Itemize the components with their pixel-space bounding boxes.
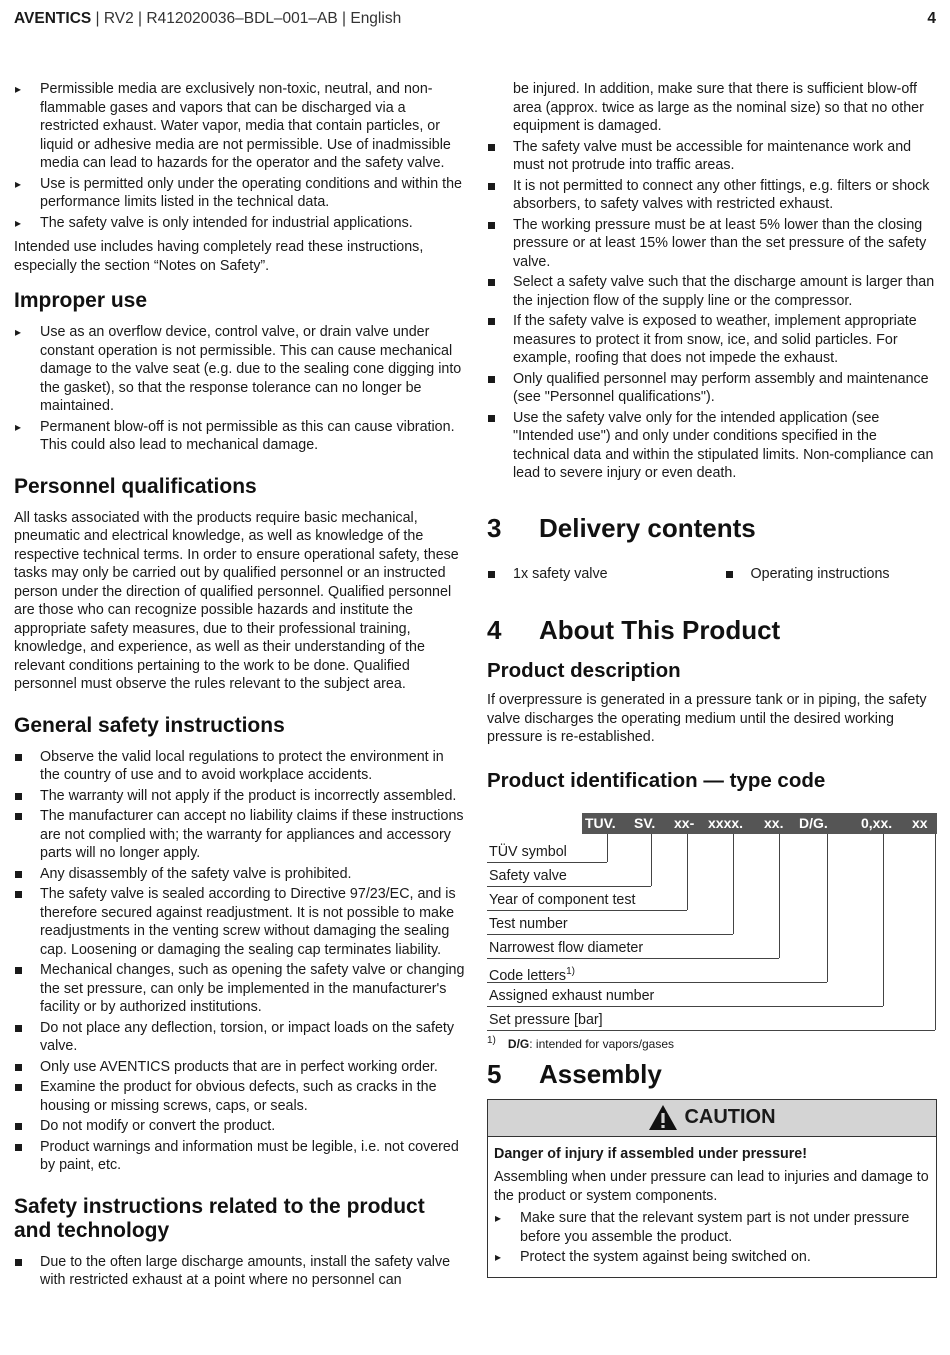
general-safety-list [14,748,466,1175]
section-title: About This Product [539,615,781,645]
list-item: ▸ Permissible media are exclusively non-toxic, neutral, and non-flammable gases and vapors that can be discharged via a restricted exhaust. Water vapor, media that contain particles, or liquid or adhesive media are not permissible. Use of inadmissible media can lead to hazards for the operator and the safety valve. [14,80,466,173]
connector-line [487,1006,883,1007]
list-item: 1x safety valve [487,565,700,584]
left-column [14,80,466,1292]
footnote-code: D/G [507,1036,530,1051]
connector-line [487,910,687,911]
list-item: The working pressure must be at least 5% lower than the closing pressure or at least 15% lower than the set pressure of the safety valve. [487,216,937,272]
list-item: The manufacturer can accept no liability claims if these instructions are not complied with; the warranty for appliances and accessory parts will no longer apply. [14,807,466,863]
connector-line [883,834,884,1006]
related-safety-heading: Safety instructions related to the product and technology [14,1194,425,1242]
type-code-label-text: Code letters [489,967,567,984]
list-item: The safety valve must be accessible for maintenance work and must not protrude into traffic areas. [487,138,937,175]
list-item: The warranty will not apply if the product is incorrectly assembled. [14,787,466,806]
personnel-text: All tasks associated with the products require basic mechanical, pneumatic and electrical knowledge, as well as knowledge of the respective technical terms. In order to ensure operational safety, these tasks may only be carried out by qualified personnel or an instructed person under the direction of qualified personnel. Qualified personnel are those who can recognize possible hazards and institute the appropriate safety measures, due to their professional training, knowledge, and experience, as well as their understanding of the relevant conditions pertaining to the work to be done. Qualified personnel must observe the rules relevant to the subject area. [14,509,459,692]
brand-name: AVENTICS [14,10,92,27]
list-item: ▸ Protect the system against being switched on. [494,1248,930,1267]
list-item: If the safety valve is exposed to weather, implement appropriate measures to protect it from snow, ice, and solid particles. For example, roofing that does not impede the exhaust. [487,312,937,368]
personnel-heading: Personnel qualifications [14,474,257,498]
type-code-label: Set pressure [bar] [489,1011,603,1028]
caution-signal-word: CAUTION [684,1106,776,1128]
footnote-mark: 1) [487,1034,496,1046]
related-safety-list [14,1253,466,1290]
section-4-heading [487,615,937,645]
connector-line [487,886,651,887]
list-item: ▸ The safety valve is only intended for industrial applications. [14,214,466,233]
connector-line [487,982,827,983]
connector-line [651,834,652,886]
connector-line [827,834,828,982]
caution-heading: Danger of injury if assembled under pressure! [494,1145,808,1162]
type-code-label: Assigned exhaust number [489,987,655,1004]
document-meta: | RV2 | R412020036–BDL–001–AB | English [91,10,402,27]
warning-icon [648,1104,678,1131]
type-code-diagram [487,813,937,1049]
intended-use-note: Intended use includes having completely read these instructions, especially the section “Notes on Safety”. [14,239,424,274]
list-item: Do not modify or convert the product. [14,1117,466,1136]
section-title: Assembly [539,1058,662,1089]
caution-list [494,1209,930,1267]
list-item: Do not place any deflection, torsion, or impact loads on the safety valve. [14,1019,466,1056]
right-column [487,80,937,1278]
general-safety-heading: General safety instructions [14,713,285,737]
connector-line [487,934,733,935]
type-code-segment: TUV. [585,814,616,831]
connector-line [487,862,607,863]
intended-use-list [14,80,466,232]
list-item: Use the safety valve only for the intended application (see "Intended use") and only under conditions specified in the technical data and within the stipulated limits. Non-compliance can lead to severe injury or even death. [487,409,937,483]
delivery-contents-list [487,565,937,586]
list-item: Select a safety valve such that the discharge amount is larger than the injection flow of the supply line or the compressor. [487,273,937,310]
caution-text: Assembling when under pressure can lead to injuries and damage to the product or system components. [494,1169,929,1204]
product-description-heading: Product description [487,659,681,682]
list-item: Product warnings and information must be legible, i.e. not covered by paint, etc. [14,1138,466,1175]
connector-line [733,834,734,934]
section-number: 5 [487,1058,502,1089]
section-number: 4 [487,615,502,645]
connector-line [935,834,936,1030]
type-code-segment: xx. [764,814,784,831]
product-description-text: If overpressure is generated in a pressure tank or in piping, the safety valve discharges the operating medium until the desired working pressure is re-established. [487,692,927,745]
section-number: 3 [487,512,502,543]
list-item: Any disassembly of the safety valve is prohibited. [14,865,466,884]
list-item: The safety valve is sealed according to Directive 97/23/EC, and is therefore secured against readjustment. It is not possible to make readjustments in the venting screw without damaging the sealing cap. Loosening or damaging the sealing cap terminates liability. [14,885,466,959]
list-item: ▸ Use as an overflow device, control valve, or drain valve under constant operation is not permissible. This can cause mechanical damage to the valve seat (e.g. due to the sealing cone digging into the gasket), so that the response tolerance can no longer be maintained. [14,323,466,416]
list-item: It is not permitted to connect any other fittings, e.g. filters or shock absorbers, to safety valves with restricted exhaust. [487,177,937,214]
list-item: ▸ Permanent blow-off is not permissible as this can cause vibration. This could also lead to mechanical damage. [14,418,466,455]
section-title: Delivery contents [539,512,756,543]
product-identification-heading: Product identification — type code [487,768,826,792]
list-item: Operating instructions [725,565,938,584]
page-header [14,10,936,34]
connector-line [487,958,779,959]
section-3-heading [487,513,937,543]
list-item: Due to the often large discharge amounts, install the safety valve with restricted exhaust at a point where no personnel can [14,1253,466,1290]
type-code-footnote [487,1035,674,1051]
related-safety-continued: be injured. In addition, make sure that there is sufficient blow-off area (approx. twice as large as the nominal size) so that no other equipment is damaged. [513,81,924,134]
page-number: 4 [927,10,936,27]
connector-line [687,834,688,910]
caution-box [487,1099,937,1278]
type-code-segment: 0,xx. [861,814,893,831]
list-item: Mechanical changes, such as opening the safety valve or changing the set pressure, can only be implemented in the manufacturer's facility or by authorized institutions. [14,961,466,1017]
list-item: ▸ Make sure that the relevant system part is not under pressure before you assemble the product. [494,1209,930,1246]
list-item: Only qualified personnel may perform assembly and maintenance (see "Personnel qualifications"). [487,370,937,407]
type-code-label: Safety valve [489,867,567,884]
improper-use-heading: Improper use [14,289,148,312]
footnote-text: : intended for vapors/gases [529,1036,675,1051]
type-code-label: Narrowest flow diameter [489,939,644,956]
list-item: Examine the product for obvious defects, such as cracks in the housing or missing screws, caps, or seals. [14,1078,466,1115]
related-safety-list-continued [487,138,937,483]
type-code-label: TÜV symbol [489,843,567,860]
type-code-segment: xx [912,814,928,831]
section-5-heading [487,1059,937,1089]
list-item: ▸ Use is permitted only under the operating conditions and within the performance limits listed in the technical data. [14,175,466,212]
type-code-segment: xxxx. [708,814,744,831]
footnote-reference: 1) [566,965,575,977]
caution-header [488,1100,936,1137]
type-code-segment: xx- [674,814,695,831]
type-code-segment: D/G. [799,814,828,831]
list-item: Observe the valid local regulations to protect the environment in the country of use and to avoid workplace accidents. [14,748,466,785]
connector-line [607,834,608,862]
connector-line [487,1030,935,1031]
list-item: Only use AVENTICS products that are in perfect working order. [14,1058,466,1077]
type-code-label: Year of component test [489,891,636,908]
improper-use-list [14,323,466,455]
connector-line [779,834,780,958]
type-code-label: Test number [489,915,568,932]
caution-body [488,1137,936,1277]
type-code-segment: SV. [634,814,656,831]
